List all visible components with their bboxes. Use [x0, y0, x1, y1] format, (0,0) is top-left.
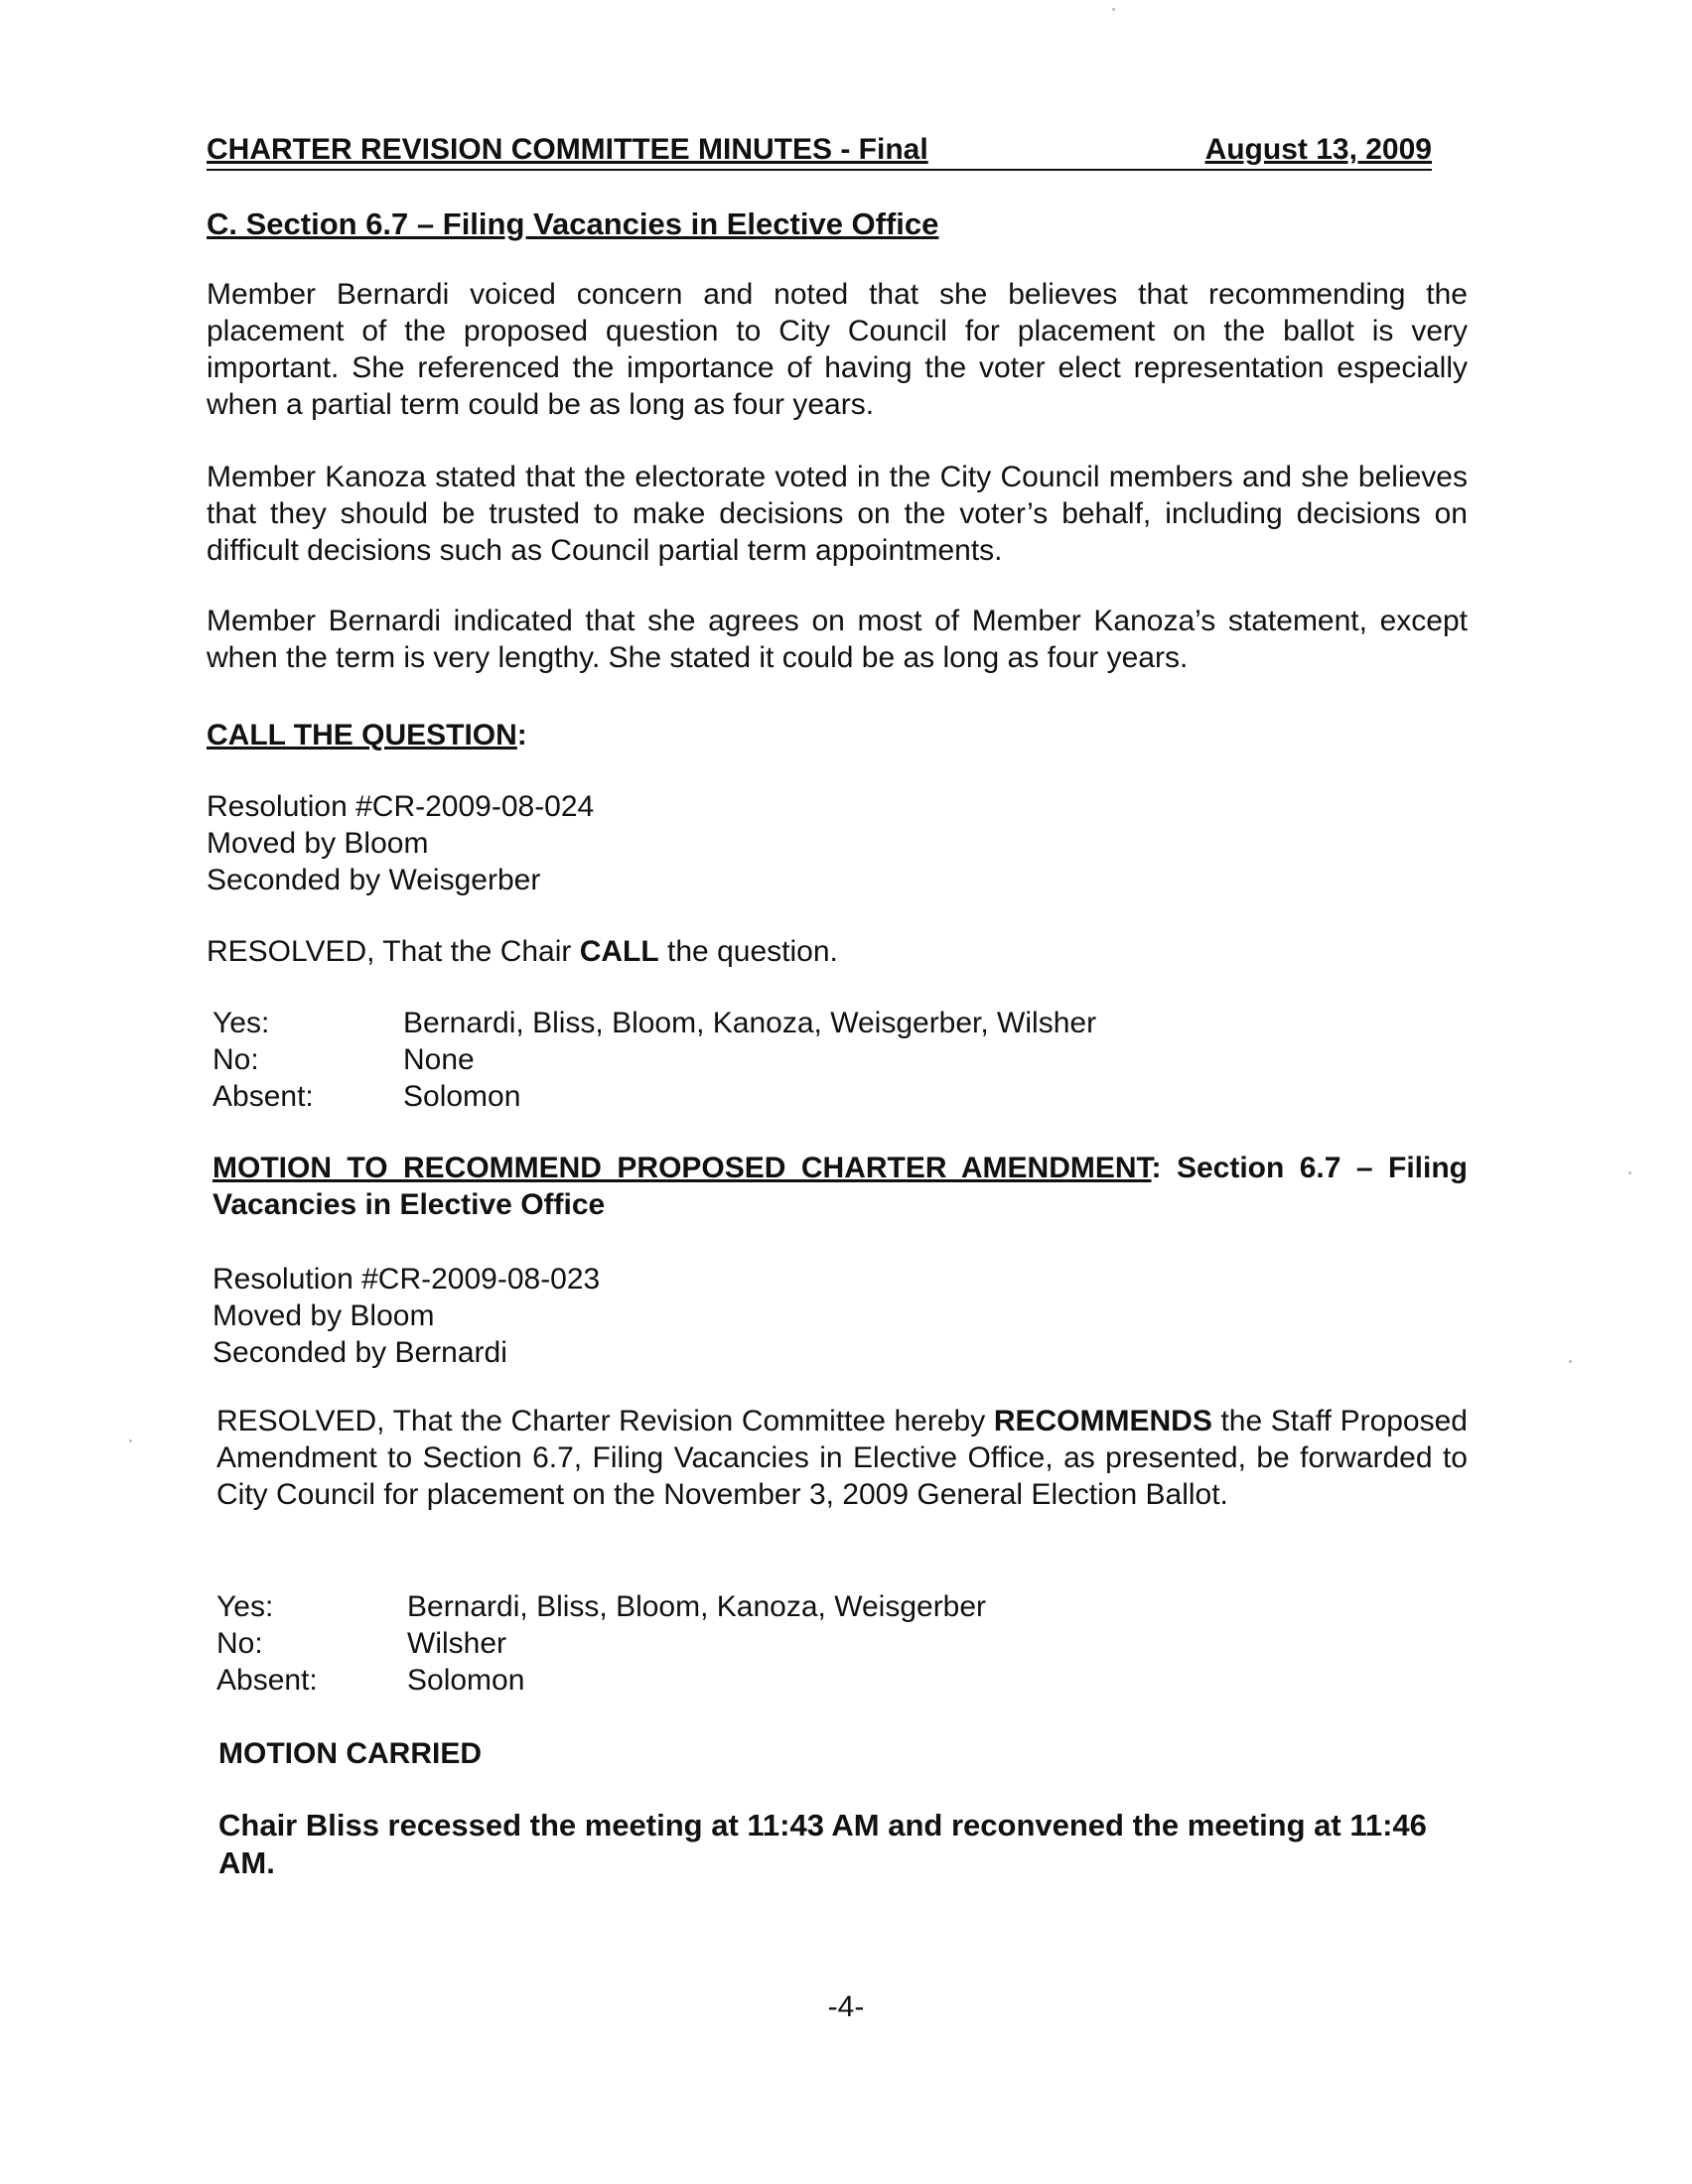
vote-names: Solomon [407, 1664, 525, 1697]
vote-names: Bernardi, Bliss, Bloom, Kanoza, Weisgerber, Wilsher [403, 1007, 1097, 1039]
resolved-text: RESOLVED, That the Charter Revision Committee hereby [216, 1405, 994, 1437]
scan-speck [1569, 1360, 1572, 1363]
motion-resolved [216, 1403, 1468, 1513]
header-date: August 13, 2009 [1204, 133, 1432, 166]
vote-label: Yes: [212, 1007, 270, 1039]
vote-names: Solomon [403, 1080, 521, 1113]
motion-votes [216, 1588, 986, 1699]
moved-by: Moved by Bloom [207, 827, 429, 860]
recess-note: Chair Bliss recessed the meeting at 11:43 AM and reconvened the meeting at 11:46 AM. [218, 1808, 1427, 1880]
scan-speck [1112, 8, 1115, 11]
resolved-bold: RECOMMENDS [993, 1405, 1212, 1437]
vote-label: No: [212, 1043, 259, 1076]
vote-row-no [212, 1041, 1096, 1078]
motion-heading-tail: : Section 6.7 – Filing Vacancies in Elective Office [212, 1152, 1468, 1221]
paragraph-kanoza-statement: Member Kanoza stated that the electorate voted in the City Council members and she believes that they should be trusted to make decisions on the voter’s behalf, including decisions on difficult decisions such as Council partial term appointments. [207, 461, 1468, 567]
call-question-heading [207, 717, 1468, 753]
resolution-number: Resolution #CR-2009-08-023 [212, 1263, 601, 1296]
page-number: -4- [827, 1990, 865, 2023]
vote-row-yes [212, 1005, 1096, 1041]
scan-speck [129, 1439, 132, 1442]
vote-label: Absent: [216, 1664, 318, 1697]
resolved-suffix: the question. [658, 935, 838, 968]
motion-carried: MOTION CARRIED [218, 1737, 482, 1770]
vote-label: No: [216, 1627, 263, 1660]
call-question-resolved [207, 933, 1468, 970]
resolved-bold: CALL [579, 935, 659, 968]
call-question-heading-colon: : [516, 719, 527, 751]
scan-speck [1628, 1171, 1631, 1174]
vote-row-absent [216, 1662, 986, 1699]
vote-label: Absent: [212, 1080, 314, 1113]
moved-by: Moved by Bloom [212, 1299, 435, 1332]
motion-heading-text: MOTION TO RECOMMEND PROPOSED CHARTER AMENDMENT [212, 1152, 1152, 1184]
paragraph-bernardi-concern: Member Bernardi voiced concern and noted that she believes that recommending the placement of the proposed question to City Council for placement on the ballot is very important. She referenced the importance of having the voter elect representation especially when a partial term could be as long as four years. [207, 278, 1468, 421]
page-header [207, 127, 1432, 171]
header-title: CHARTER REVISION COMMITTEE MINUTES - Final [207, 133, 928, 166]
resolved-suffix: the Staff Proposed Amendment to Section 6.7, Filing Vacancies in Elective Office, as presented, be forwarded to City Council for placement on the November 3, 2009 General Election Ballot. [216, 1405, 1468, 1511]
section-title: C. Section 6.7 – Filing Vacancies in Elective Office [207, 206, 939, 241]
seconded-by: Seconded by Bernardi [212, 1336, 507, 1369]
call-question-resolution-info [207, 788, 1468, 898]
vote-names: Bernardi, Bliss, Bloom, Kanoza, Weisgerber [407, 1590, 987, 1623]
call-question-heading-text: CALL THE QUESTION [207, 719, 517, 751]
resolved-text: RESOLVED, That the Chair [207, 935, 580, 968]
seconded-by: Seconded by Weisgerber [207, 864, 541, 896]
vote-row-absent [212, 1078, 1096, 1115]
call-question-votes [212, 1005, 1096, 1115]
vote-row-no [216, 1625, 986, 1662]
motion-resolution-info [212, 1261, 1474, 1371]
paragraph-bernardi-reply: Member Bernardi indicated that she agrees on most of Member Kanoza’s statement, except when the term is very lengthy. She stated it could be as long as four years. [207, 605, 1468, 674]
resolution-number: Resolution #CR-2009-08-024 [207, 790, 595, 823]
vote-names: Wilsher [407, 1627, 507, 1660]
motion-heading [212, 1150, 1468, 1223]
vote-label: Yes: [216, 1590, 274, 1623]
vote-names: None [403, 1043, 475, 1076]
vote-row-yes [216, 1588, 986, 1625]
